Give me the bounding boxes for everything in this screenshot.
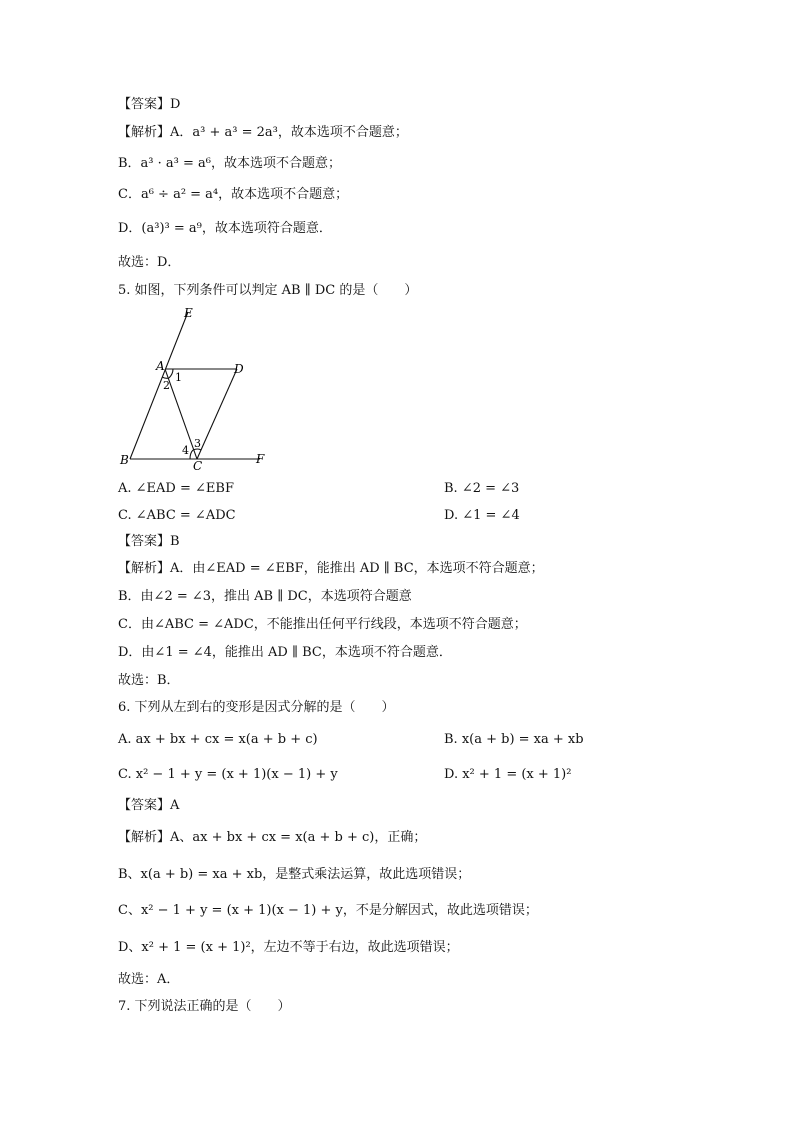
label-angle-4: 4 <box>182 444 189 457</box>
q4-analysis-b: B．a³ · a³ = a⁶，故本选项不合题意； <box>118 156 341 171</box>
label-e: E <box>184 306 193 320</box>
q6-conclusion: 故选：A． <box>118 972 180 987</box>
label-c: C <box>193 459 203 473</box>
q5-option-a: A. ∠EAD = ∠EBF <box>118 481 234 496</box>
q4-analysis-a: 【解析】A．a³ + a³ = 2a³，故本选项不合题意； <box>118 125 408 140</box>
q6-option-d: D. x² + 1 = (x + 1)² <box>444 767 572 782</box>
q4-answer: 【答案】D <box>118 97 181 112</box>
q5-stem: 5. 如图，下列条件可以判定 AB ∥ DC 的是（ ） <box>118 283 418 298</box>
q5-geometry-figure <box>112 302 282 474</box>
angle-arc-1 <box>169 369 173 378</box>
q5-conclusion: 故选：B． <box>118 673 180 688</box>
q6-option-a: A. ax + bx + cx = x(a + b + c) <box>118 732 318 747</box>
q6-option-c: C. x² − 1 + y = (x + 1)(x − 1) + y <box>118 767 338 782</box>
q6-stem: 6. 下列从左到右的变形是因式分解的是（ ） <box>118 700 395 715</box>
label-angle-1: 1 <box>175 371 182 384</box>
label-a: A <box>156 359 165 373</box>
q5-analysis-a: 【解析】A．由∠EAD = ∠EBF，能推出 AD ∥ BC，本选项不符合题意； <box>118 561 544 576</box>
q4-analysis-c: C．a⁶ ÷ a² = a⁴，故本选项不合题意； <box>118 187 349 202</box>
label-d: D <box>234 362 244 376</box>
q4-analysis-d: D．(a³)³ = a⁹，故本选项符合题意． <box>118 221 332 236</box>
segment-dc <box>197 369 237 459</box>
label-angle-2: 2 <box>163 379 170 392</box>
label-b: B <box>120 453 129 467</box>
q6-analysis-c: C、x² − 1 + y = (x + 1)(x − 1) + y，不是分解因式，故此选项错误； <box>118 903 538 918</box>
q6-analysis-d: D、x² + 1 = (x + 1)²，左边不等于右边，故此选项错误； <box>118 940 459 955</box>
line-eb <box>130 312 188 459</box>
q5-analysis-d: D．由∠1 = ∠4，能推出 AD ∥ BC，本选项不符合题意． <box>118 645 452 660</box>
q5-analysis-c: C．由∠ABC = ∠ADC，不能推出任何平行线段，本选项不符合题意； <box>118 617 527 632</box>
q5-option-b: B. ∠2 = ∠3 <box>444 481 520 496</box>
q5-option-c: C. ∠ABC = ∠ADC <box>118 508 236 523</box>
q5-option-d: D. ∠1 = ∠4 <box>444 508 520 523</box>
label-angle-3: 3 <box>194 437 201 450</box>
q6-analysis-b: B、x(a + b) = xa + xb，是整式乘法运算，故此选项错误； <box>118 867 471 882</box>
q6-answer: 【答案】A <box>118 798 180 813</box>
q6-option-b: B. x(a + b) = xa + xb <box>444 732 584 747</box>
q6-analysis-a: 【解析】A、ax + bx + cx = x(a + b + c)，正确； <box>118 830 427 845</box>
q5-answer: 【答案】B <box>118 534 180 549</box>
label-f: F <box>256 452 265 466</box>
q5-analysis-b: B．由∠2 = ∠3，推出 AB ∥ DC，本选项符合题意 <box>118 589 412 604</box>
angle-arc-4 <box>190 450 193 459</box>
q7-stem: 7. 下列说法正确的是（ ） <box>118 999 291 1014</box>
q4-conclusion: 故选：D． <box>118 255 181 270</box>
